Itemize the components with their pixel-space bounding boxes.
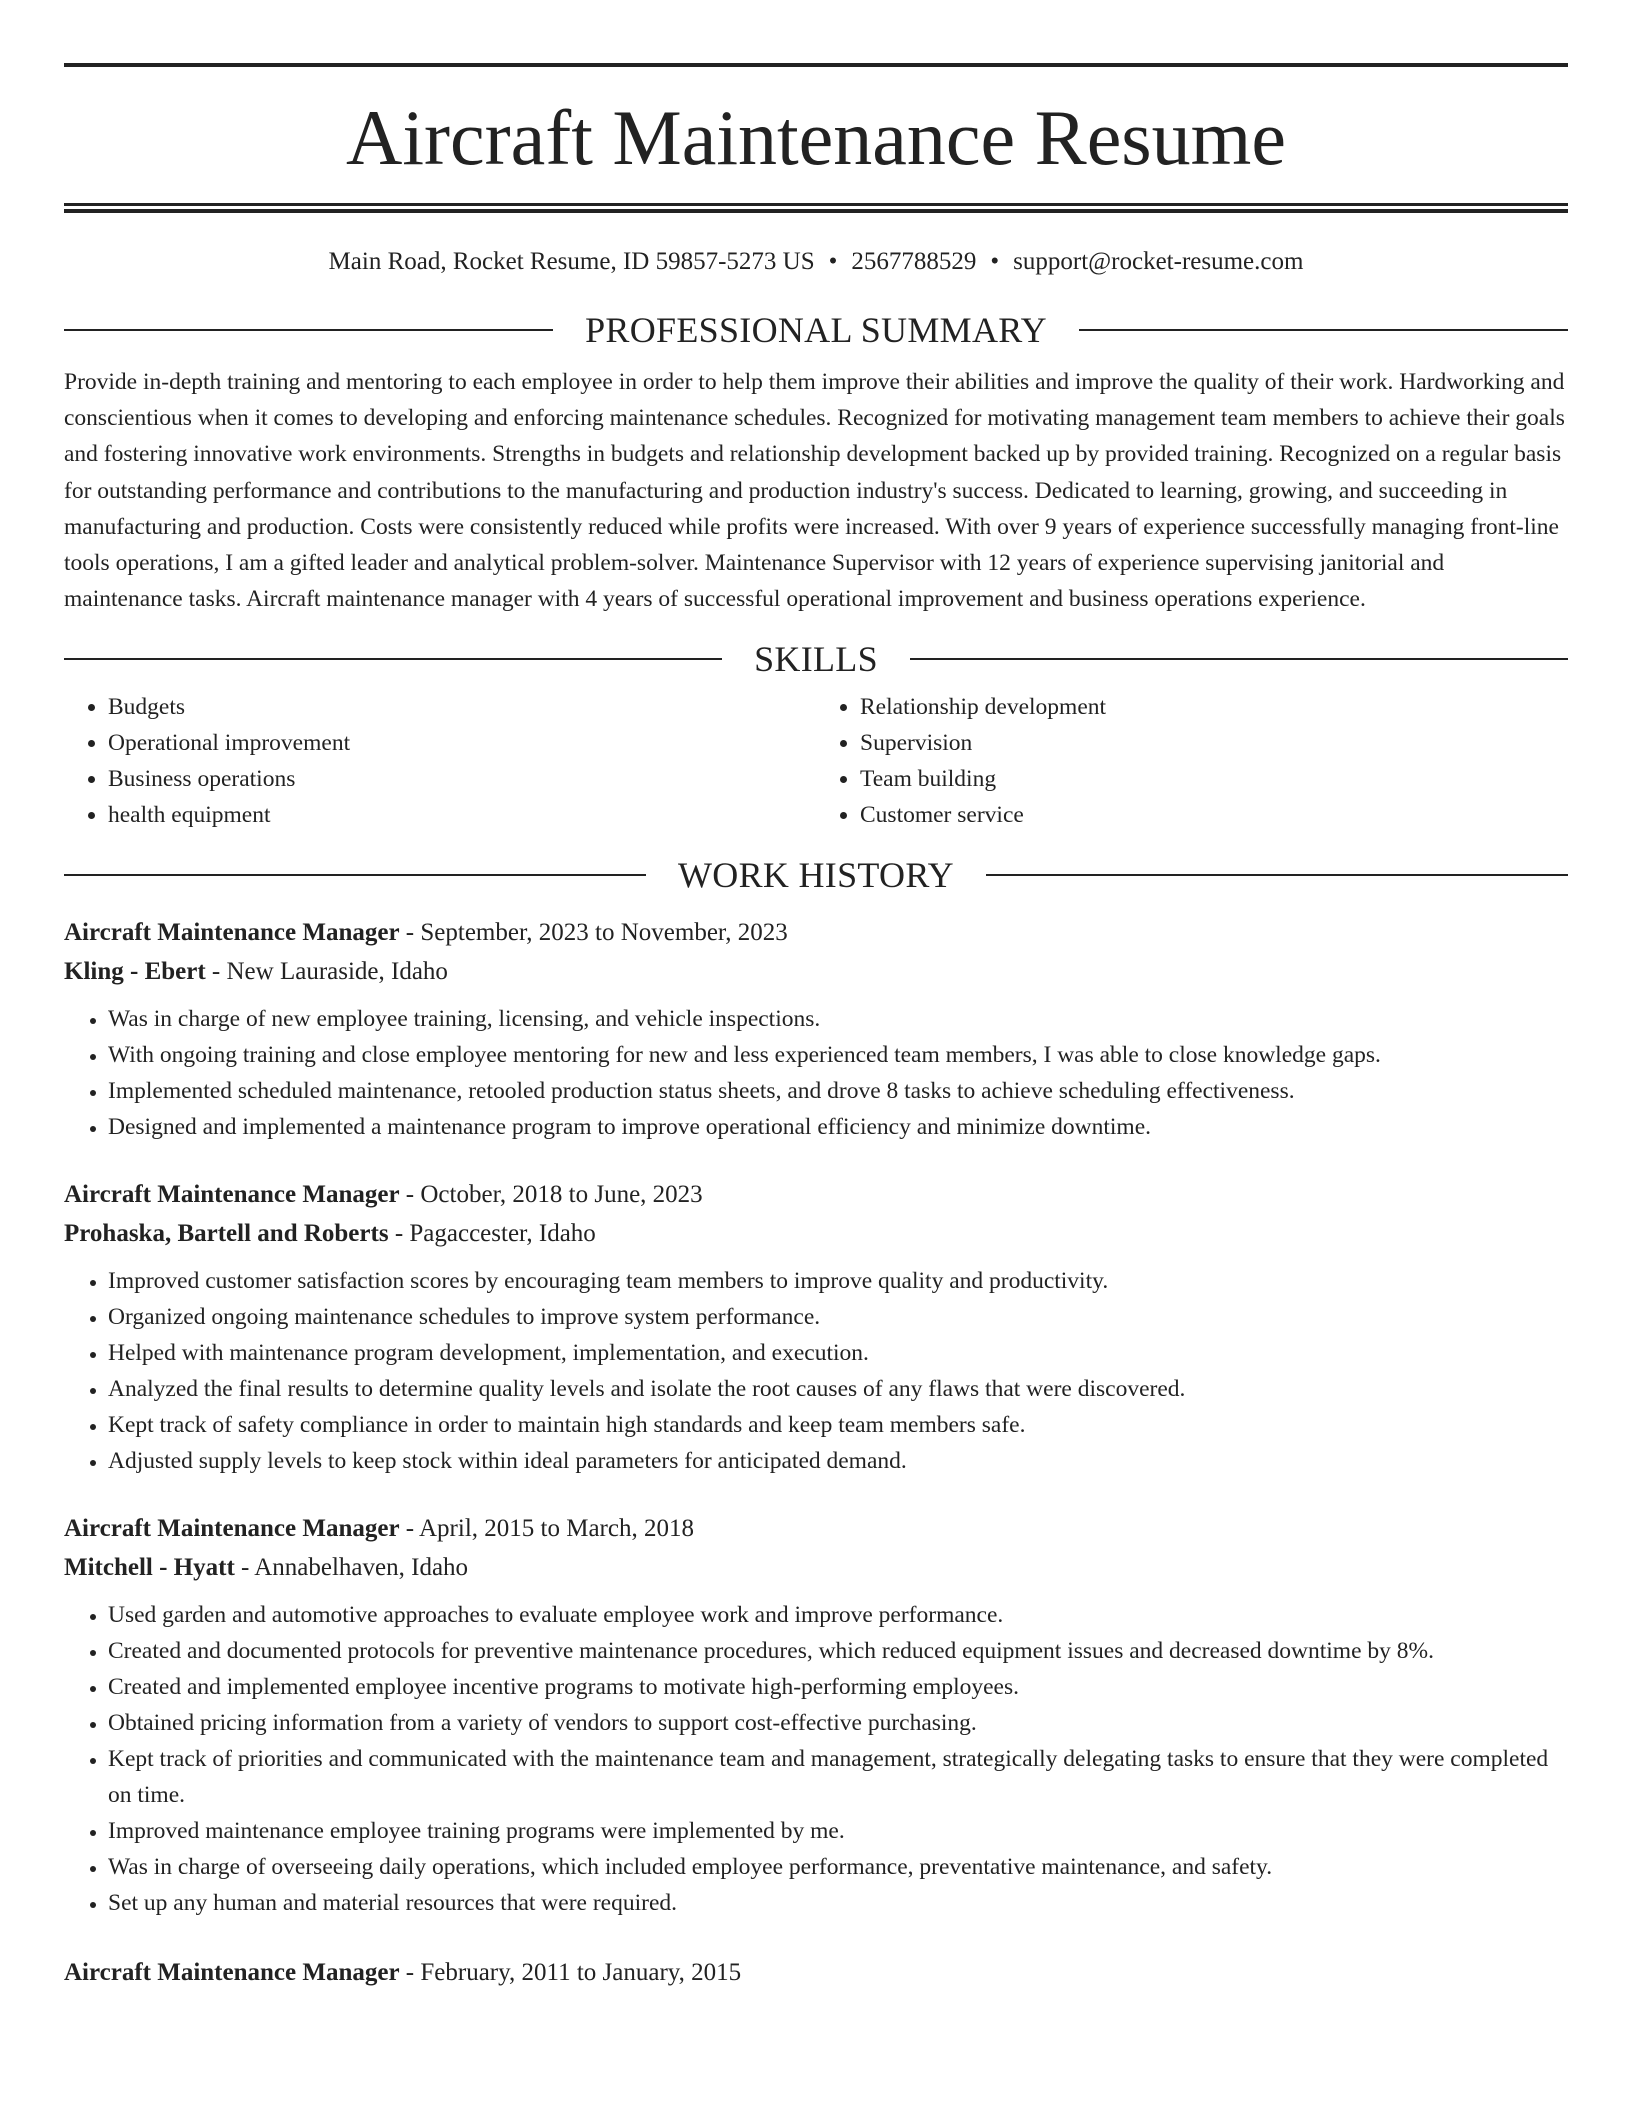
job-bullets <box>64 1597 1568 1921</box>
resume-title: Aircraft Maintenance Resume <box>346 94 1286 181</box>
job-entry <box>64 913 1568 1145</box>
job-title-line: Aircraft Maintenance Manager - September, 2023 to November, 2023 <box>64 919 788 947</box>
skills-list-right <box>816 689 1568 833</box>
job-title: Aircraft Maintenance Manager <box>64 1959 400 1987</box>
job-dates: April, 2015 to March, 2018 <box>419 1515 694 1543</box>
job-bullet: • Used garden and automotive approaches to evaluate employee work and improve performance. <box>108 1597 1568 1633</box>
resume-page <box>64 0 1568 1992</box>
contact-phone: 2567788529 <box>851 248 977 275</box>
skill-item: • health equipment <box>108 797 816 833</box>
job-bullets <box>64 1263 1568 1479</box>
title-double-rule <box>64 203 1568 213</box>
job-bullet: • Analyzed the final results to determine quality levels and isolate the root causes of any flaws that were discovered. <box>108 1371 1568 1407</box>
heading-rule <box>64 329 553 331</box>
job-bullet: • Organized ongoing maintenance schedules to improve system performance. <box>108 1299 1568 1335</box>
section-title: SKILLS <box>754 639 878 680</box>
summary-text: Provide in-depth training and mentoring to each employee in order to help them improve their abilities and improve the quality of their work. Hardworking and conscientious when it comes to developing and enforcing maintenance schedules. Recognized for motivating management team members to achieve their goals and fostering innovative work environments. Strengths in budgets and relationship development backed up by provided training. Recognized on a regular basis for outstanding performance and contributions to the manufacturing and production industry's success. Dedicated to learning, growing, and succeeding in manufacturing and production. Costs were consistently reduced while profits were increased. With over 9 years of experience successfully managing front-line tools operations, I am a gifted leader and analytical problem-solver. Maintenance Supervisor with 12 years of experience supervising janitorial and maintenance tasks. Aircraft maintenance manager with 4 years of successful operational improvement and business operations experience. <box>64 369 1565 613</box>
job-entry <box>64 1175 1568 1479</box>
job-bullet: • Kept track of safety compliance in order to maintain high standards and keep team members safe. <box>108 1407 1568 1443</box>
job-company-line: Kling - Ebert - New Lauraside, Idaho <box>64 958 448 986</box>
job-company: Prohaska, Bartell and Roberts <box>64 1220 389 1248</box>
job-location: Annabelhaven, Idaho <box>254 1554 469 1582</box>
heading-rule <box>986 874 1568 876</box>
skill-item: • Supervision <box>860 725 1568 761</box>
job-entry <box>64 1509 1568 1921</box>
section-heading-skills <box>64 637 1568 681</box>
skill-item: • Budgets <box>108 689 816 725</box>
section-heading-summary <box>64 308 1568 352</box>
job-location: New Lauraside, Idaho <box>226 958 448 986</box>
job-bullet: • Created and documented protocols for preventive maintenance procedures, which reduced equipment issues and decreased downtime by 8%. <box>108 1633 1568 1669</box>
job-bullet: • Implemented scheduled maintenance, retooled production status sheets, and drove 8 tasks to achieve scheduling effectiveness. <box>108 1073 1568 1109</box>
job-company: Kling - Ebert <box>64 958 206 986</box>
job-bullet: • Was in charge of overseeing daily operations, which included employee performance, preventative maintenance, and safety. <box>108 1849 1568 1885</box>
job-company-line: Mitchell - Hyatt - Annabelhaven, Idaho <box>64 1554 469 1582</box>
job-title: Aircraft Maintenance Manager <box>64 1181 400 1209</box>
skill-item: • Operational improvement <box>108 725 816 761</box>
job-location: Pagaccester, Idaho <box>409 1220 596 1248</box>
section-title: PROFESSIONAL SUMMARY <box>585 310 1047 350</box>
skill-item: • Team building <box>860 761 1568 797</box>
skill-item: • Relationship development <box>860 689 1568 725</box>
contact-email: support@rocket-resume.com <box>1013 248 1304 275</box>
job-bullet: • Helped with maintenance program development, implementation, and execution. <box>108 1335 1568 1371</box>
job-bullet: • Created and implemented employee incentive programs to motivate high-performing employees. <box>108 1669 1568 1705</box>
contact-address: Main Road, Rocket Resume, ID 59857-5273 US <box>328 248 815 275</box>
contact-separator: • <box>828 248 838 275</box>
job-entry <box>64 1953 1568 1992</box>
job-title-line: Aircraft Maintenance Manager - October, 2018 to June, 2023 <box>64 1181 703 1209</box>
job-bullet: • Designed and implemented a maintenance program to improve operational efficiency and minimize downtime. <box>108 1109 1568 1145</box>
skill-item: • Customer service <box>860 797 1568 833</box>
top-rule <box>64 63 1568 67</box>
job-title: Aircraft Maintenance Manager <box>64 919 400 947</box>
job-bullet: • Kept track of priorities and communicated with the maintenance team and management, strategically delegating tasks to ensure that they were completed on time. <box>108 1741 1568 1813</box>
heading-rule <box>64 658 722 660</box>
skills-list-left <box>64 689 816 833</box>
job-bullet: • Set up any human and material resources that were required. <box>108 1885 1568 1921</box>
job-dates: February, 2011 to January, 2015 <box>420 1959 742 1987</box>
contact-line <box>64 249 1568 274</box>
section-title: WORK HISTORY <box>678 855 954 896</box>
job-title: Aircraft Maintenance Manager <box>64 1515 400 1543</box>
job-bullet: • Was in charge of new employee training, licensing, and vehicle inspections. <box>108 1001 1568 1037</box>
job-bullet: • Obtained pricing information from a variety of vendors to support cost-effective purchasing. <box>108 1705 1568 1741</box>
heading-rule <box>64 874 646 876</box>
job-bullet: • With ongoing training and close employee mentoring for new and less experienced team members, I was able to close knowledge gaps. <box>108 1037 1568 1073</box>
heading-rule <box>1079 329 1568 331</box>
section-heading-work-history <box>64 853 1568 897</box>
job-bullet: • Improved customer satisfaction scores by encouraging team members to improve quality and productivity. <box>108 1263 1568 1299</box>
job-company: Mitchell - Hyatt <box>64 1554 235 1582</box>
job-company-line: Prohaska, Bartell and Roberts - Pagaccester, Idaho <box>64 1220 596 1248</box>
skills-columns <box>64 689 1568 833</box>
job-title-line: Aircraft Maintenance Manager - April, 2015 to March, 2018 <box>64 1515 694 1543</box>
contact-separator: • <box>990 248 1000 275</box>
job-dates: September, 2023 to November, 2023 <box>420 919 788 947</box>
job-bullets <box>64 1001 1568 1145</box>
heading-rule <box>910 658 1568 660</box>
job-title-line: Aircraft Maintenance Manager - February, 2011 to January, 2015 <box>64 1959 742 1987</box>
job-bullet: • Adjusted supply levels to keep stock within ideal parameters for anticipated demand. <box>108 1443 1568 1479</box>
job-bullet: • Improved maintenance employee training programs were implemented by me. <box>108 1813 1568 1849</box>
job-dates: October, 2018 to June, 2023 <box>420 1181 703 1209</box>
skill-item: • Business operations <box>108 761 816 797</box>
